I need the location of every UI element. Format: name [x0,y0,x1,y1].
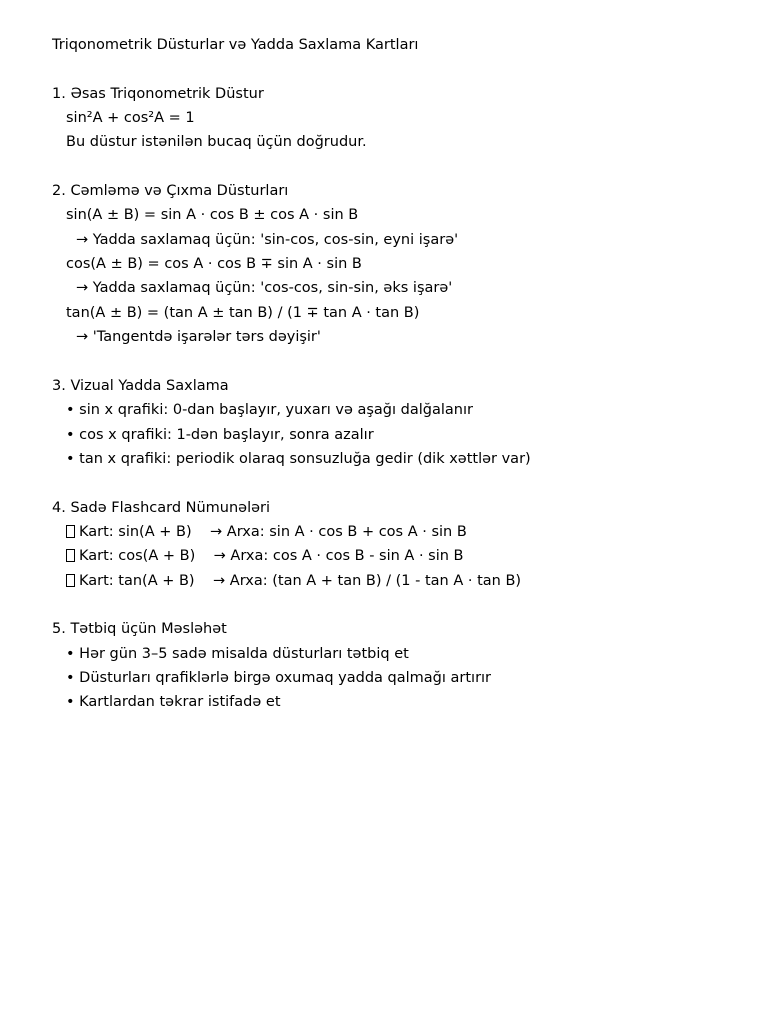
flashcard-front: Kart: tan(A + B) [79,572,195,589]
list-item: • Kartlardan təkrar istifadə et [66,694,281,711]
flashcard-row [52,520,752,544]
section-3-heading: 3. Vizual Yadda Saxlama [52,377,229,394]
document-title: Triqonometrik Düsturlar və Yadda Saxlama Kartları [52,37,419,53]
section-5-heading: 5. Tətbiq üçün Məsləhət [52,621,227,638]
list-item: • Hər gün 3–5 sadə misalda düsturları tətbiq et [66,645,409,662]
list-item: • sin x qrafiki: 0-dan başlayır, yuxarı və aşağı dalğalanır [66,402,473,419]
spacer [52,593,752,617]
flashcard-front: Kart: sin(A + B) [79,523,192,540]
flashcard-front: Kart: cos(A + B) [79,548,196,565]
flashcard-back: → Arxa: sin A · cos B + cos A · sin B [210,523,467,540]
card-icon [66,574,75,587]
list-item: • tan x qrafiki: periodik olaraq sonsuzluğa gedir (dik xəttlər var) [66,450,531,467]
section-4-heading: 4. Sadə Flashcard Nümunələri [52,499,271,516]
identity-note: Bu düstur istənilən bucaq üçün doğrudur. [66,134,367,151]
identity-formula: sin²A + cos²A = 1 [66,110,195,127]
flashcard-row [52,569,752,593]
list-item: • Düsturları qrafiklərlə birgə oxumaq yadda qalmağı artırır [66,669,492,686]
spacer [52,155,752,179]
tan-sum-tip: → 'Tangentdə işarələr tərs dəyişir' [76,329,321,346]
cos-sum-formula: cos(A ± B) = cos A · cos B ∓ sin A · sin B [66,256,362,273]
sin-sum-tip: → Yadda saxlamaq üçün: 'sin-cos, cos-sin, eyni işarə' [76,231,459,248]
sin-sum-formula: sin(A ± B) = sin A · cos B ± cos A · sin B [66,207,359,224]
flashcard-row [52,544,752,568]
tan-sum-formula: tan(A ± B) = (tan A ± tan B) / (1 ∓ tan A · tan B) [66,304,420,321]
list-item: • cos x qrafiki: 1-dən başlayır, sonra azalır [66,426,374,443]
card-icon [66,525,75,538]
spacer [52,349,752,373]
card-icon [66,549,75,562]
section-1-heading: 1. Əsas Triqonometrik Düstur [52,85,264,102]
document-page [52,33,752,715]
flashcard-back: → Arxa: cos A · cos B - sin A · sin B [213,548,464,565]
section-2-heading: 2. Cəmləmə və Çıxma Düsturları [52,183,289,200]
flashcard-back: → Arxa: (tan A + tan B) / (1 - tan A · tan B) [213,572,522,589]
spacer [52,57,752,81]
cos-sum-tip: → Yadda saxlamaq üçün: 'cos-cos, sin-sin, əks işarə' [76,280,453,297]
spacer [52,471,752,495]
